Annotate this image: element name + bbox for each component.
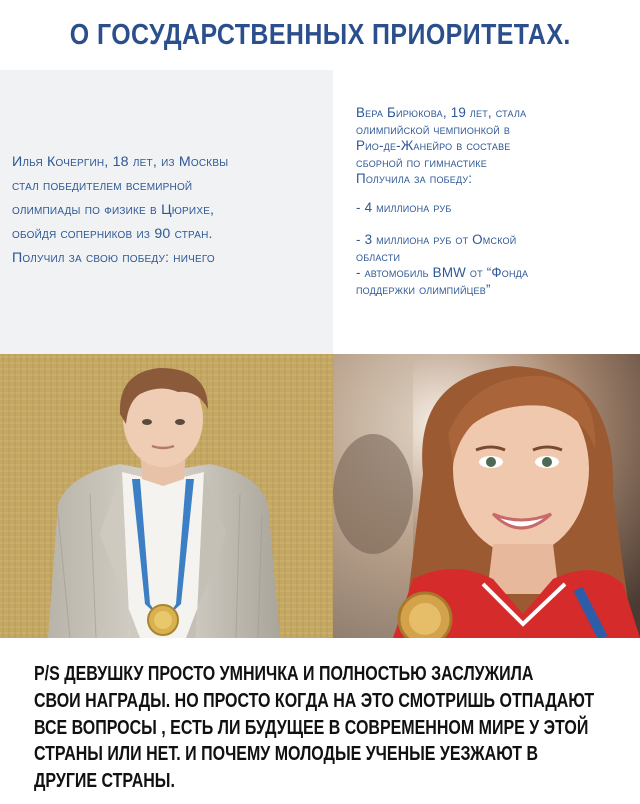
right-info-text [356, 105, 634, 298]
photo-young-woman [333, 354, 640, 638]
young-woman-portrait-image [333, 354, 640, 638]
reward-item: - 3 миллиона руб от Омской [356, 232, 517, 247]
left-info-line: Получил за свою победу: ничего [12, 250, 215, 266]
page-title: О ГОСУДАРСТВЕННЫХ ПРИОРИТЕТАХ. [69, 18, 571, 51]
right-info-line: Вера Бирюкова, 19 лет, стала [356, 105, 527, 120]
reward-item: поддержки олимпийцев” [356, 281, 491, 297]
footer-text [34, 661, 634, 795]
reward-item: - 4 миллиона руб [356, 199, 452, 215]
right-info-line: Рио-де-Жанейро в составе [356, 138, 511, 153]
photo-young-man [0, 354, 333, 638]
young-man-portrait-image [0, 354, 333, 638]
left-info-line: олимпиады по физике в Цюрихе, [12, 202, 215, 218]
left-info-text [12, 150, 330, 270]
reward-item: - автомобиль BMW от “Фонда [356, 265, 529, 280]
left-info-line: стал победителем всемирной [12, 178, 193, 194]
right-info-line: Получила за победу: [356, 171, 473, 186]
footer-line: P/S ДЕВУШКУ ПРОСТО УМНИЧКА И ПОЛНОСТЬЮ ЗАСЛУЖИЛА [34, 663, 534, 685]
left-info-line: обойдя соперников из 90 стран. [12, 226, 213, 242]
footer-line: СВОИ НАГРАДЫ. НО ПРОСТО КОГДА НА ЭТО СМОТРИШЬ ОТПАДАЮТ [34, 689, 595, 712]
footer-line: ВСЕ ВОПРОСЫ , ЕСТЬ ЛИ БУДУЩЕЕ В СОВРЕМЕННОМ МИРЕ У ЭТОЙ [34, 716, 589, 739]
reward-item: области [356, 248, 401, 264]
right-info-line: олимпийской чемпионкой в [356, 121, 511, 137]
header [0, 0, 640, 70]
footer-line: ДРУГИЕ СТРАНЫ. [34, 770, 175, 793]
right-info-line: сборной по гимнастике [356, 154, 487, 170]
left-info-line: Илья Кочергин, 18 лет, из Москвы [12, 154, 229, 170]
footer-line: СТРАНЫ ИЛИ НЕТ. И ПОЧЕМУ МОЛОДЫЕ УЧЕНЫЕ УЕЗЖАЮТ В [34, 743, 539, 766]
